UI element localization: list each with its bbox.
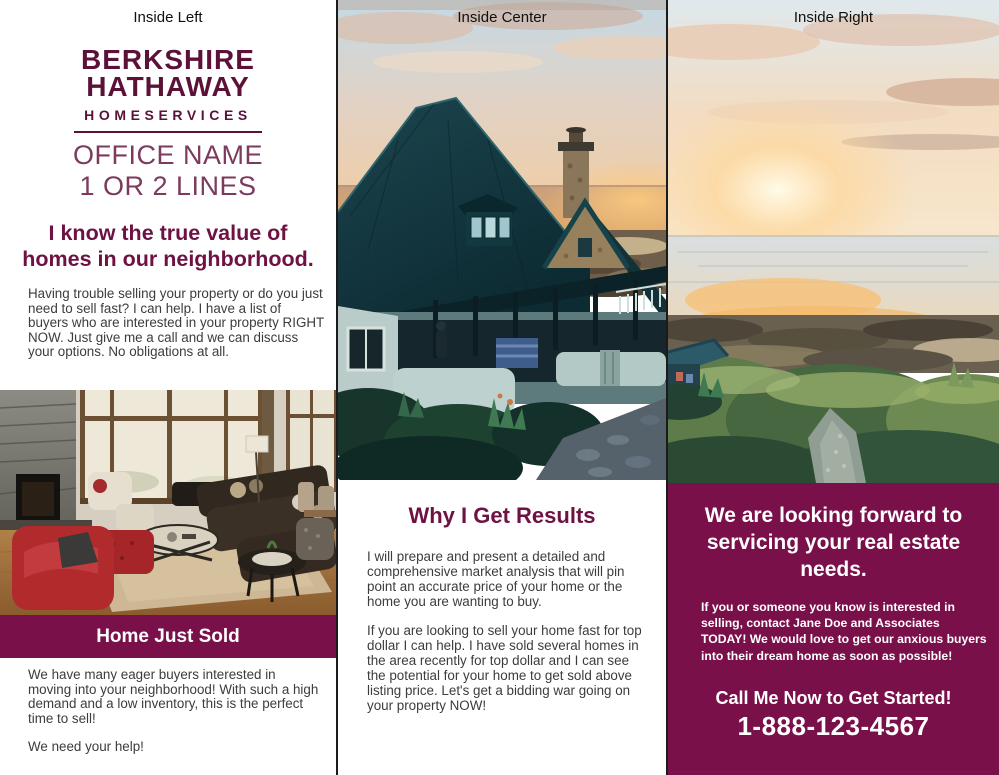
- seaside-house-photo-art: [338, 0, 666, 480]
- office-name-line2: 1 OR 2 LINES: [79, 171, 257, 201]
- left-headline: I know the true value of homes in our neighborhood.: [22, 221, 314, 271]
- home-just-sold-banner: [0, 615, 336, 658]
- panel-inside-left: [0, 0, 336, 775]
- logo-line-homeservices: HOMESERVICES: [84, 107, 252, 123]
- phone-number: 1-888-123-4567: [737, 711, 930, 741]
- right-body-text: If you or someone you know is interested in selling, contact Jane Doe and Associates TODAY! We would love to get our anxious buyers into their dream home as soon as possible!: [701, 600, 987, 663]
- logo-line-berkshire: BERKSHIRE: [81, 44, 255, 75]
- logo-rule: [74, 131, 262, 133]
- right-maroon-section: [668, 483, 999, 775]
- center-body-text: [367, 549, 649, 713]
- office-name-line1: OFFICE NAME: [72, 140, 263, 170]
- panel-inside-center: [338, 0, 666, 775]
- beach-sunset-photo-art: [668, 0, 999, 483]
- office-name: [0, 140, 336, 202]
- right-heading: We are looking forward to servicing your real estate needs.: [704, 504, 963, 581]
- left-body-text: Having trouble selling your property or do you just need to sell fast? I can help. I have a list of buyers who are interested in your property RIGHT NOW. Just give me a call and we can discuss your options. No obligations at all.: [28, 286, 324, 360]
- left-footer-paragraph: We have many eager buyers interested in moving into your neighborhood! With such a high demand and a low inventory, this is the perfect time to sell!: [28, 667, 319, 726]
- left-footer-text: [28, 668, 320, 755]
- logo-line-hathaway: HATHAWAY: [86, 71, 250, 102]
- fold-label-center: Inside Center: [457, 9, 547, 26]
- fold-label-left: Inside Left: [133, 9, 203, 26]
- fold-label-right: Inside Right: [793, 9, 874, 26]
- center-paragraph-1: I will prepare and present a detailed and comprehensive market analysis that will pin point an accurate price of your home or the home you are wanting to buy.: [367, 549, 625, 609]
- seaside-house-photo: [338, 0, 666, 480]
- panel-divider-center-right: [666, 0, 668, 775]
- home-just-sold-label: Home Just Sold: [96, 625, 240, 647]
- call-me-now-line: Call Me Now to Get Started!: [715, 688, 952, 708]
- living-room-photo-art: [0, 390, 336, 615]
- center-paragraph-2: If you are looking to sell your home fast for top dollar I can help. I have sold several homes in the area recently for top dollar and I can see the potential for your home to get sold above listing price. Let's get a bidding war going on your property NOW!: [367, 623, 642, 713]
- center-heading: Why I Get Results: [408, 503, 596, 528]
- left-footer-help-line: We need your help!: [28, 739, 144, 755]
- brand-logo: [0, 46, 336, 202]
- beach-sunset-photo: [668, 0, 999, 483]
- living-room-photo: [0, 390, 336, 615]
- panel-divider-left-center: [336, 0, 338, 775]
- panel-inside-right: [668, 0, 999, 775]
